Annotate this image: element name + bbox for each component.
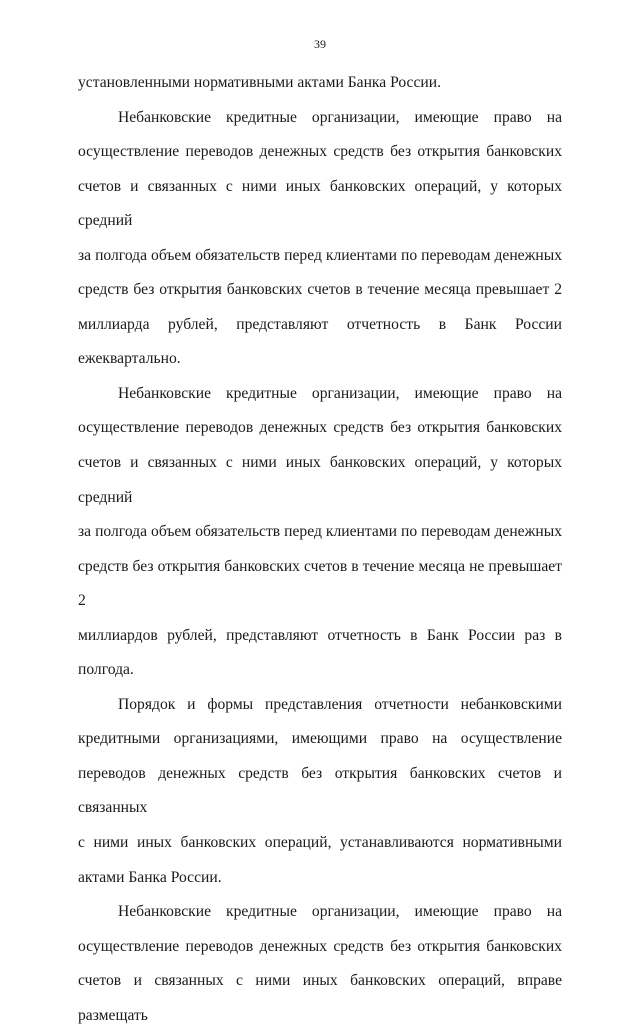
text-line: осуществление переводов денежных средств без открытия банковских — [78, 419, 562, 437]
text-line: установленными нормативными актами Банка России. — [78, 74, 441, 91]
paragraph — [78, 688, 562, 895]
paragraph — [78, 895, 562, 1033]
text-line: кредитными организациями, имеющими право на осуществление — [78, 730, 562, 748]
text-line: средств без открытия банковских счетов в течение месяца превышает 2 — [78, 281, 562, 299]
text-line: средств без открытия банковских счетов в течение месяца не превышает 2 — [78, 557, 562, 610]
paragraph — [78, 377, 562, 688]
text-line: актами Банка России. — [78, 868, 222, 886]
text-line: Небанковские кредитные организации, имеющие право на — [118, 903, 562, 921]
text-line: Небанковские кредитные организации, имеющие право на — [118, 108, 562, 126]
text-line: счетов и связанных с ними иных банковских операций, вправе размещать — [78, 972, 562, 1024]
document-body — [78, 66, 562, 1033]
paragraph — [78, 101, 562, 377]
text-line: миллиардов рублей, представляют отчетность в Банк России раз в полгода. — [78, 626, 562, 679]
text-line: за полгода объем обязательств перед клиентами по переводам денежных — [78, 523, 562, 541]
paragraph-continuation — [78, 66, 562, 101]
text-line: Небанковские кредитные организации, имеющие право на — [118, 384, 562, 402]
text-line: переводов денежных средств без открытия банковских счетов и связанных — [78, 764, 562, 817]
text-line: счетов и связанных с ними иных банковских операций, у которых средний — [78, 177, 562, 230]
text-line: осуществление переводов денежных средств без открытия банковских — [78, 937, 562, 955]
text-line: миллиарда рублей, представляют отчетность в Банк России ежеквартально. — [78, 315, 562, 368]
page-number: 39 — [314, 37, 326, 51]
text-line: осуществление переводов денежных средств без открытия банковских — [78, 143, 562, 161]
text-line: с ними иных банковских операций, устанавливаются нормативными — [78, 834, 562, 852]
text-line: за полгода объем обязательств перед клиентами по переводам денежных — [78, 246, 562, 264]
text-line: счетов и связанных с ними иных банковских операций, у которых средний — [78, 454, 562, 506]
text-line: Порядок и формы представления отчетности небанковскими — [118, 695, 562, 713]
